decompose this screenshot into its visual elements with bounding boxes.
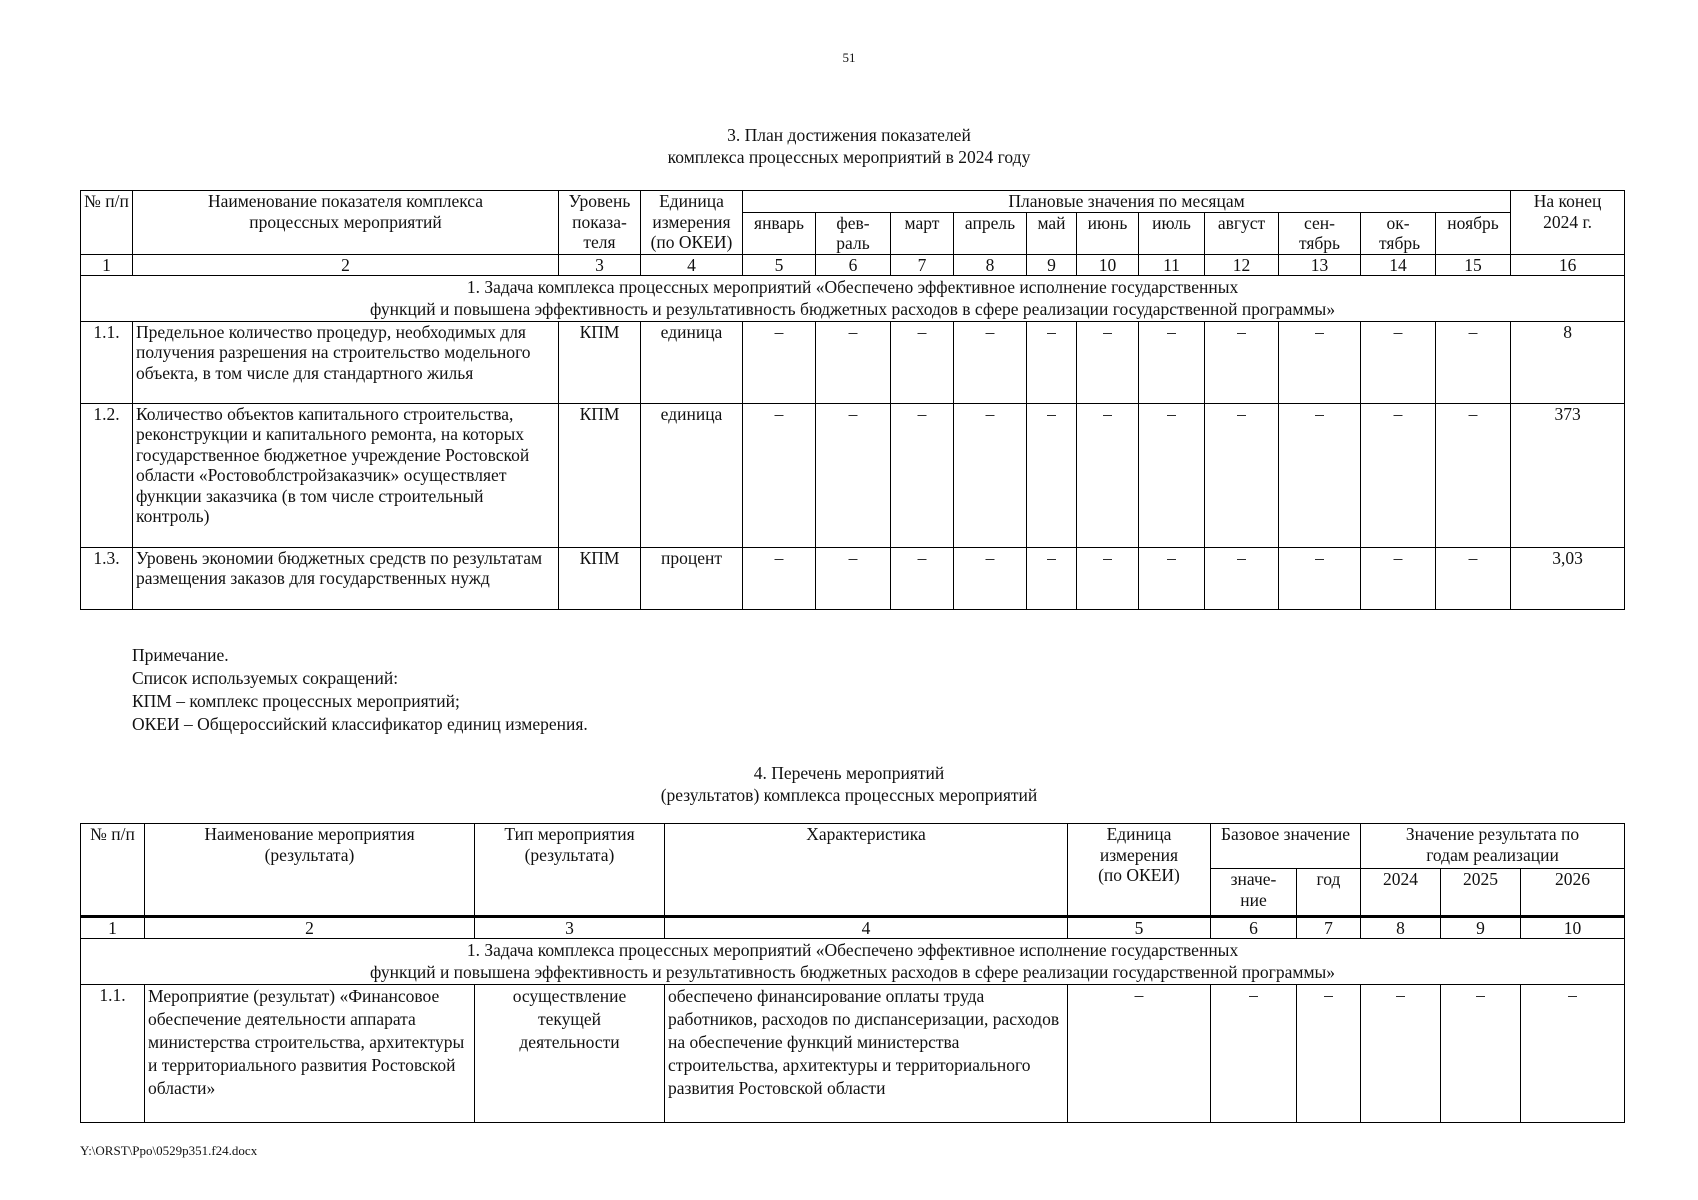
header-num: № п/п — [81, 191, 133, 255]
header-month: август — [1205, 212, 1279, 254]
activities-table — [80, 823, 1625, 1123]
header-unit: Единица измерения (по ОКЕИ) — [1068, 824, 1211, 917]
row-month-value: – — [891, 321, 954, 403]
row-month-value: – — [1139, 403, 1205, 547]
row-end-value: 8 — [1511, 321, 1625, 403]
section3-title — [0, 124, 1698, 168]
row-activity-name: Мероприятие (результат) «Финансовое обеспечение деятельности аппарата министерства строительства, архитектуры и территориального развития Ростовской области» — [145, 985, 475, 1123]
row-unit: единица — [641, 403, 743, 547]
row-month-value: – — [1361, 321, 1436, 403]
row-level: КПМ — [559, 321, 641, 403]
header-activity-name: Наименование мероприятия (результата) — [145, 824, 475, 917]
header-month: январь — [743, 212, 816, 254]
column-number: 2 — [145, 917, 475, 939]
row-month-value: – — [1279, 321, 1361, 403]
row-num: 1.1. — [81, 321, 133, 403]
header-monthly-values: Плановые значения по месяцам — [743, 191, 1511, 213]
column-number: 4 — [665, 917, 1068, 939]
header-result-values: Значение результата по годам реализации — [1361, 824, 1625, 869]
column-number: 9 — [1027, 254, 1077, 275]
header-year: 2026 — [1521, 869, 1625, 917]
row-month-value: – — [1205, 547, 1279, 609]
column-number: 10 — [1521, 917, 1625, 939]
row-month-value: – — [1027, 403, 1077, 547]
row-month-value: – — [1027, 547, 1077, 609]
header-level: Уровень показа-теля — [559, 191, 641, 255]
row-month-value: – — [891, 403, 954, 547]
header-month: сен-тябрь — [1279, 212, 1361, 254]
column-number: 13 — [1279, 254, 1361, 275]
row-unit: единица — [641, 321, 743, 403]
row-month-value: – — [1436, 403, 1511, 547]
task-line1: 1. Задача комплекса процессных мероприятий «Обеспечено эффективное исполнение государственных — [466, 276, 1239, 297]
row-base-value: – — [1211, 985, 1297, 1123]
row-month-value: – — [816, 403, 891, 547]
row-num: 1.3. — [81, 547, 133, 609]
column-number: 1 — [81, 917, 145, 939]
column-number: 6 — [1211, 917, 1297, 939]
row-unit: – — [1068, 985, 1211, 1123]
notes-line1: Примечание. — [132, 645, 229, 665]
row-month-value: – — [1279, 547, 1361, 609]
table-row — [81, 321, 1625, 403]
row-month-value: – — [954, 403, 1027, 547]
header-month: ок-тябрь — [1361, 212, 1436, 254]
column-number: 12 — [1205, 254, 1279, 275]
column-number: 6 — [816, 254, 891, 275]
task-line2: функций и повышена эффективность и результативность бюджетных расходов в сфере реализации государственной программы» — [369, 298, 1336, 319]
row-characteristic: обеспечено финансирование оплаты труда работников, расходов по диспансеризации, расходов на обеспечение функций министерства строительства, архитектуры и территориального развития Ростовской области — [665, 985, 1068, 1123]
row-end-value: 3,03 — [1511, 547, 1625, 609]
row-end-value: 373 — [1511, 403, 1625, 547]
row-activity-type: осуществление текущей деятельности — [475, 985, 665, 1123]
header-month: фев-раль — [816, 212, 891, 254]
row-indicator-name: Количество объектов капитального строительства, реконструкции и капитального ремонта, на которых государственное бюджетное учреждение Ростовской области «Ростовоблстройзаказчик» осуществляет функции заказчика (в том числе строительный контроль) — [133, 403, 559, 547]
row-num: 1.2. — [81, 403, 133, 547]
notes-line2: Список используемых сокращений: — [132, 668, 399, 688]
row-value-2024: – — [1361, 985, 1441, 1123]
notes-line3: КПМ – комплекс процессных мероприятий; — [132, 691, 460, 711]
column-number: 3 — [475, 917, 665, 939]
row-level: КПМ — [559, 403, 641, 547]
page-number: 51 — [842, 50, 856, 65]
row-month-value: – — [1436, 547, 1511, 609]
task-line1: 1. Задача комплекса процессных мероприятий «Обеспечено эффективное исполнение государственных — [466, 940, 1239, 960]
row-month-value: – — [1361, 547, 1436, 609]
header-base-value: Базовое значение — [1211, 824, 1361, 869]
row-month-value: – — [1077, 547, 1139, 609]
column-number: 15 — [1436, 254, 1511, 275]
header-num: № п/п — [81, 824, 145, 917]
header-month: май — [1027, 212, 1077, 254]
footer-file-path: Y:\ORST\Ppo\0529p351.f24.docx — [80, 1143, 258, 1158]
indicators-plan-table — [80, 190, 1625, 610]
header-month: апрель — [954, 212, 1027, 254]
row-indicator-name: Уровень экономии бюджетных средств по результатам размещения заказов для государственных нужд — [133, 547, 559, 609]
header-end-of-year: На конец 2024 г. — [1511, 191, 1625, 255]
header-indicator-name: Наименование показателя комплекса процессных мероприятий — [133, 191, 559, 255]
row-month-value: – — [743, 403, 816, 547]
column-number: 3 — [559, 254, 641, 275]
row-month-value: – — [816, 321, 891, 403]
column-number: 10 — [1077, 254, 1139, 275]
task-row — [81, 275, 1625, 321]
column-number: 1 — [81, 254, 133, 275]
column-number: 8 — [954, 254, 1027, 275]
column-number: 8 — [1361, 917, 1441, 939]
row-value-2025: – — [1441, 985, 1521, 1123]
section3-title-line1: 3. План достижения показателей — [727, 125, 971, 145]
notes — [132, 644, 588, 736]
column-number: 4 — [641, 254, 743, 275]
header-month: март — [891, 212, 954, 254]
header-base-value-value: значе-ние — [1211, 869, 1297, 917]
column-number: 14 — [1361, 254, 1436, 275]
table-row — [81, 985, 1625, 1123]
row-month-value: – — [891, 547, 954, 609]
header-month: ноябрь — [1436, 212, 1511, 254]
column-number: 2 — [133, 254, 559, 275]
row-month-value: – — [743, 321, 816, 403]
header-activity-type: Тип мероприятия (результата) — [475, 824, 665, 917]
row-month-value: – — [954, 547, 1027, 609]
task-line2: функций и повышена эффективность и результативность бюджетных расходов в сфере реализации государственной программы» — [369, 962, 1336, 982]
section4-title-line2: (результатов) комплекса процессных мероприятий — [660, 785, 1038, 805]
row-value-2026: – — [1521, 985, 1625, 1123]
column-number: 11 — [1139, 254, 1205, 275]
header-unit: Единица измерения (по ОКЕИ) — [641, 191, 743, 255]
column-number: 16 — [1511, 254, 1625, 275]
header-month: июнь — [1077, 212, 1139, 254]
task-row — [81, 939, 1625, 985]
header-base-value-year: год — [1297, 869, 1361, 917]
header-characteristic: Характеристика — [665, 824, 1068, 917]
column-number: 5 — [743, 254, 816, 275]
row-month-value: – — [1139, 547, 1205, 609]
row-month-value: – — [1077, 321, 1139, 403]
row-month-value: – — [1077, 403, 1139, 547]
table-row — [81, 403, 1625, 547]
row-month-value: – — [954, 321, 1027, 403]
row-month-value: – — [1205, 403, 1279, 547]
section4-title-line1: 4. Перечень мероприятий — [753, 763, 945, 783]
row-month-value: – — [1361, 403, 1436, 547]
table-row — [81, 547, 1625, 609]
row-unit: процент — [641, 547, 743, 609]
column-number: 5 — [1068, 917, 1211, 939]
row-month-value: – — [1279, 403, 1361, 547]
column-number: 7 — [1297, 917, 1361, 939]
row-month-value: – — [816, 547, 891, 609]
header-year: 2024 — [1361, 869, 1441, 917]
column-number: 9 — [1441, 917, 1521, 939]
header-year: 2025 — [1441, 869, 1521, 917]
row-base-year: – — [1297, 985, 1361, 1123]
row-num: 1.1. — [81, 985, 145, 1123]
section4-title — [0, 762, 1698, 806]
column-number: 7 — [891, 254, 954, 275]
row-month-value: – — [1436, 321, 1511, 403]
notes-line4: ОКЕИ – Общероссийский классификатор единиц измерения. — [132, 714, 588, 734]
row-month-value: – — [1027, 321, 1077, 403]
header-month: июль — [1139, 212, 1205, 254]
section3-title-line2: комплекса процессных мероприятий в 2024 году — [667, 147, 1031, 167]
row-month-value: – — [743, 547, 816, 609]
row-indicator-name: Предельное количество процедур, необходимых для получения разрешения на строительство модельного объекта, в том числе для стандартного жилья — [133, 321, 559, 403]
row-month-value: – — [1139, 321, 1205, 403]
row-level: КПМ — [559, 547, 641, 609]
row-month-value: – — [1205, 321, 1279, 403]
